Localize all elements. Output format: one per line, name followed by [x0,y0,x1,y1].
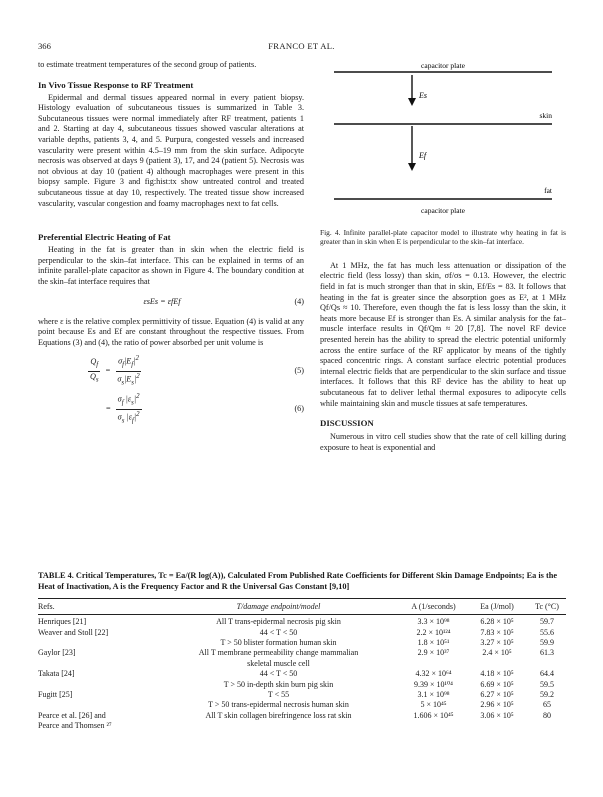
top-plate-label: capacitor plate [421,61,465,70]
table-row [38,659,566,669]
cell-heat-of-inactivation: 6.28 × 10⁵ [480,617,514,627]
cell-frequency-factor: 2.9 × 10³⁷ [417,648,450,658]
table-body [38,617,566,731]
cell-frequency-factor: 1.606 × 10⁴⁵ [413,710,454,720]
table-row [38,721,566,731]
cell-heat-of-inactivation [466,721,528,731]
cell-frequency-factor: 2.2 × 10¹²⁴ [416,627,451,637]
running-head: FRANCO ET AL. [268,41,335,51]
cell-frequency-factor: 4.32 × 10⁶⁴ [415,669,452,679]
page-number: 366 [38,41,51,51]
equation-6-body: = $\frac{\sigma_f |\varepsilon_s|^2}{\sigma_s |\varepsilon_f|^2}$ [106,393,140,425]
cell-heat-of-inactivation: 3.06 × 10⁵ [480,710,514,720]
cell-frequency-factor: 1.8 × 10⁵¹ [417,638,450,647]
cell-critical-temperature: 64.4 [540,669,554,679]
equation-5 [38,355,304,387]
cell-endpoint: T > 50 trans-epidermal necrosis human skin [208,700,349,710]
table-row [38,617,566,627]
cell-critical-temperature: 59.7 [540,617,554,627]
cell-critical-temperature: 61.3 [540,648,554,658]
cell-critical-temperature: 59.2 [540,690,554,700]
cell-frequency-factor: 5 × 10⁴⁵ [420,700,447,710]
cell-critical-temperature: 59.9 [540,638,554,647]
section-heading-discussion: DISCUSSION [320,418,374,429]
cell-endpoint [156,721,401,731]
table-row [38,690,566,700]
cell-frequency-factor [401,721,466,731]
header-refs: Refs. [38,602,55,612]
cell-endpoint: 44 < T < 50 [259,669,298,679]
equation-6 [38,393,304,425]
cell-heat-of-inactivation: 2.96 × 10⁵ [480,700,514,710]
cell-heat-of-inactivation: 2.4 × 10⁵ [482,648,512,658]
cell-endpoint: T > 50 in-depth skin burn pig skin [223,679,334,689]
left-column [38,60,304,425]
equation-5-body: $\frac{Q_f}{Q_s}$ = $\frac{\sigma_f|E_f|^2}{\sigma_s|E_s|^2}$ [90,355,140,387]
electric-heating-paragraph: Heating in the fat is greater than in skin when the electric field is perpendicular to the skin–fat interface. This can be explained in terms of an infinite parallel-plate capacitor as shown in Figure 4. The boundary condition at the skin–fat interface requires that [38,245,304,286]
cell-heat-of-inactivation: 4.18 × 10⁵ [480,669,514,679]
cell-critical-temperature: 80 [543,710,551,720]
header-heat-of-inactivation: Ea (J/mol) [480,602,514,612]
equation-4-body: εsEs = εfEf [143,297,181,307]
cell-endpoint: skeletal muscle cell [247,658,310,668]
cell-ref: Fugitt [25] [38,690,73,700]
cell-heat-of-inactivation: 6.69 × 10⁵ [480,679,514,689]
table-row [38,638,566,648]
table-row [38,628,566,638]
cell-ref: Gaylor [23] [38,648,76,658]
table-row [38,680,566,690]
header-endpoint: T/damage endpoint/model [236,602,321,612]
cell-heat-of-inactivation: 7.83 × 10⁵ [480,627,514,637]
equation-4 [38,296,304,310]
table-4-caption: TABLE 4. Critical Temperatures, Tc = Ea/(R log(A)), Calculated From Published Rate Coefficients for Different Skin Damage Endpoints; Ea is the Heat of Inactivation, A is the Frequency Factor and R the Universal Gas Constant [9,10] [38,571,558,591]
figure-4-caption: Fig. 4. Infinite parallel-plate capacitor model to illustrate why heating in fat is greater than in skin when E is perpendicular to the skin–fat interface. [320,228,566,247]
capacitor-diagram [320,60,566,226]
cell-heat-of-inactivation: 3.27 × 10⁵ [480,638,514,647]
intro-paragraph: to estimate treatment temperatures of the second group of patients. [38,60,257,69]
cell-ref: Pearce et al. [26] and [38,710,106,720]
cell-ref: Weaver and Stoll [22] [38,627,109,637]
cell-ref [38,700,156,710]
page-header [38,41,565,53]
figure-4-diagram [320,60,566,226]
table-row [38,700,566,710]
cell-ref [38,680,156,690]
cell-endpoint: 44 < T < 50 [259,627,298,637]
cell-ref: Henriques [21] [38,617,87,627]
fat-label: fat [544,186,552,195]
cell-endpoint: All T skin collagen birefringence loss rat skin [205,710,352,720]
ef-arrow-head [408,163,416,171]
cell-ref [38,659,156,669]
cell-endpoint: All T membrane permeability change mammalian [198,648,359,658]
header-critical-temperature: Tc (°C) [535,602,559,612]
es-label: Es [419,91,427,100]
discussion-lead-paragraph: At 1 MHz, the fat has much less attenuation or dissipation of the electric field (less lossy) than skin, σf/σs = 0.13. However, the electric field in fat is much stronger than that in skin, Ef/Es = 83. It follows that heating in the fat is greater since the absorption goes as E², at 1 MHz Qf/Qs ≈ 10. Therefore, even though the fat is less lossy than the skin, it heats more because Ef is stronger than Es. A similar analysis for the fat–muscle interface results in Qf/Qm ≈ 20 [7,8]. The novel RF device presented herein has the ability to spread the electric potential uniformly across the entire surface of the RF applicator by means of the tightly spaced concentric rings. A constant surface electric potential produces internal electric fields that are perpendicular to the skin surface and tissue interfaces. It follows that this RF device has the ability to heat up subcutaneous fat to deliver lethal thermal exposures to adipocyte cells while maintaining skin and muscle tissues at safe temperatures. [320,260,566,408]
section-heading-in-vivo: In Vivo Tissue Response to RF Treatment [38,79,194,90]
in-vivo-paragraph: Epidermal and dermal tissues appeared normal in every patient biopsy. Histology evaluation of subcutaneous tissues is summarized in Table 3. Subcutaneous tissues were normal immediately after RF treatment, patients 1 and 2. Starting at day 4, subcutaneous tissues showed vascular alterations at variable depths, patients 3, 4, and 5. Purpura, congested vessels and increased vascularity were present within 4.5–19 mm from the skin surface. Adipocyte necrosis was observed at days 9 (patient 3), 17, and 24 (patient 5). Necrosis was not obvious at day 10 (patient 4) although macrophages were present in this biopsy sample. Figure 3 and fig:hist:tx show untreated control and treated subcutaneous tissue at day 10, respectively. The treated tissue show increased vascularity, vascular congestion and foamy macrophages next to fat cells. [38,92,304,208]
cell-frequency-factor: 3.3 × 10⁹⁸ [417,617,450,627]
table-4 [38,571,566,732]
cell-critical-temperature [528,659,566,669]
es-arrow-head [408,98,416,106]
cell-heat-of-inactivation [466,659,528,669]
cell-endpoint: All T trans-epidermal necrosis pig skin [216,617,341,627]
equation-6-number: (6) [294,403,304,413]
cell-frequency-factor: 9.39 × 10¹⁰⁴ [414,679,453,689]
cell-frequency-factor: 3.1 × 10⁹⁸ [417,690,450,700]
ef-label: Ef [419,151,427,160]
section-heading-electric-heating: Preferential Electric Heating of Fat [38,232,171,243]
right-column [320,60,566,453]
bottom-plate-label: capacitor plate [421,206,465,215]
equation-5-number: (5) [294,365,304,375]
cell-frequency-factor [401,659,466,669]
table-row [38,648,566,658]
cell-ref: Pearce and Thomsen ²⁷ [38,721,112,731]
discussion-paragraph: Numerous in vitro cell studies show that the rate of cell killing during exposure to heat is exponential and [320,432,566,452]
cell-endpoint: T > 50 blister formation human skin [220,638,337,647]
cell-heat-of-inactivation: 6.27 × 10⁵ [480,690,514,700]
cell-critical-temperature: 55.6 [540,627,554,637]
cell-ref [38,638,156,648]
equation-4-number: (4) [294,297,304,307]
table-header-row [38,599,566,614]
table-header-rule [38,614,566,615]
cell-ref: Takata [24] [38,669,75,679]
header-frequency-factor: A (1/seconds) [411,602,456,612]
table-row [38,669,566,679]
table-row [38,711,566,721]
cell-critical-temperature [528,721,566,731]
cell-critical-temperature: 65 [543,700,551,710]
skin-label: skin [539,111,552,120]
cell-endpoint: T < 55 [267,690,290,700]
permittivity-paragraph: where ε is the relative complex permittivity of tissue. Equation (4) is valid at any point because Es and Ef are constant throughout the respective tissues. From Equations (3) and (4), the ratio of power absorbed per unit volume is [38,316,304,347]
cell-critical-temperature: 59.5 [540,679,554,689]
